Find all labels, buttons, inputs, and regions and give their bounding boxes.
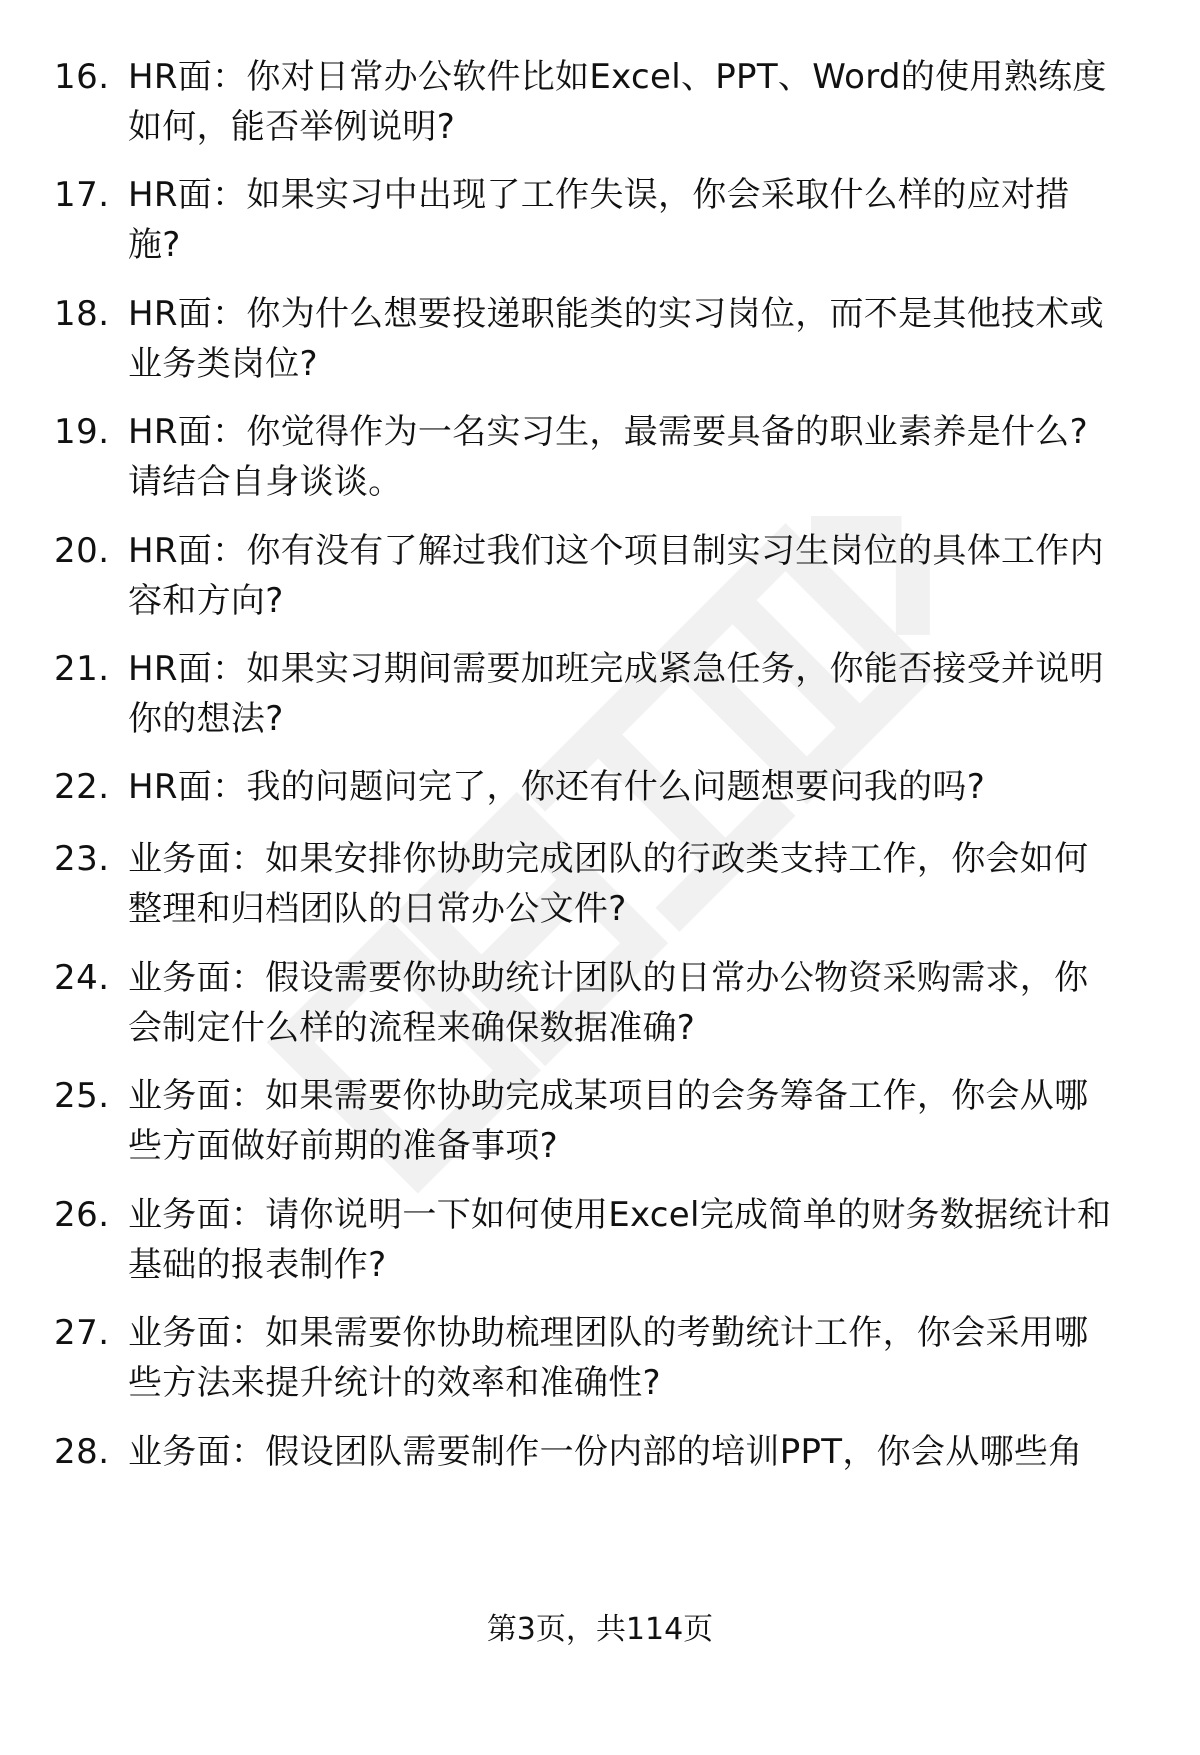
question-line: HR面：你觉得作为一名实习生，最需要具备的职业素养是什么? [128, 412, 1088, 452]
question-line: HR面：你为什么想要投递职能类的实习岗位，而不是其他技术或 [128, 294, 1104, 334]
question-line: 业务面：请你说明一下如何使用Excel完成简单的财务数据统计和 [128, 1195, 1112, 1235]
question-line: 业务面：如果需要你协助完成某项目的会务筹备工作，你会从哪 [128, 1076, 1089, 1116]
question-item [0, 1308, 1200, 1418]
question-item [0, 526, 1200, 636]
question-line: 业务面：如果需要你协助梳理团队的考勤统计工作，你会采用哪 [128, 1313, 1089, 1353]
question-item [0, 289, 1200, 399]
question-item [0, 1427, 1200, 1537]
question-line: 业务类岗位? [128, 344, 318, 384]
question-number: 27. [54, 1313, 110, 1353]
question-text [128, 762, 1158, 812]
question-number: 23. [54, 839, 110, 879]
question-item [0, 170, 1200, 280]
question-text [128, 407, 1158, 507]
question-item [0, 1190, 1200, 1300]
question-number: 19. [54, 412, 110, 452]
question-line: 些方法来提升统计的效率和准确性? [128, 1363, 661, 1403]
question-item [0, 1071, 1200, 1181]
question-number: 25. [54, 1076, 110, 1116]
page-footer: 第3页，共114页 [486, 1612, 714, 1647]
question-number: 18. [54, 294, 110, 334]
question-text [128, 289, 1158, 389]
question-line: 业务面：如果安排你协助完成团队的行政类支持工作，你会如何 [128, 839, 1089, 879]
question-number: 22. [54, 767, 110, 807]
question-line: 些方面做好前期的准备事项? [128, 1126, 558, 1166]
question-text [128, 1427, 1158, 1477]
question-line: HR面：你有没有了解过我们这个项目制实习生岗位的具体工作内 [128, 531, 1104, 571]
question-line: HR面：我的问题问完了，你还有什么问题想要问我的吗? [128, 767, 986, 807]
question-line: HR面：如果实习中出现了工作失误，你会采取什么样的应对措 [128, 175, 1070, 215]
question-line: HR面：你对日常办公软件比如Excel、PPT、Word的使用熟练度 [128, 57, 1107, 97]
question-item [0, 953, 1200, 1063]
question-line: 容和方向? [128, 581, 284, 621]
question-text [128, 52, 1158, 152]
question-item [0, 407, 1200, 517]
question-line: 会制定什么样的流程来确保数据准确? [128, 1008, 696, 1048]
question-text [128, 526, 1158, 626]
question-text [128, 953, 1158, 1053]
question-text [128, 1308, 1158, 1408]
question-text [128, 1190, 1158, 1290]
question-number: 21. [54, 649, 110, 689]
question-number: 26. [54, 1195, 110, 1235]
question-line: 整理和归档团队的日常办公文件? [128, 889, 627, 929]
question-number: 17. [54, 175, 110, 215]
question-number: 24. [54, 958, 110, 998]
question-line: 请结合自身谈谈。 [128, 462, 403, 502]
question-line: HR面：如果实习期间需要加班完成紧急任务，你能否接受并说明 [128, 649, 1104, 689]
question-line: 你的想法? [128, 699, 284, 739]
question-text [128, 834, 1158, 934]
question-text [128, 644, 1158, 744]
question-line: 业务面：假设团队需要制作一份内部的培训PPT，你会从哪些角 [128, 1432, 1083, 1472]
question-number: 20. [54, 531, 110, 571]
question-text [128, 1071, 1158, 1171]
question-line: 业务面：假设需要你协助统计团队的日常办公物资采购需求，你 [128, 958, 1089, 998]
question-line: 基础的报表制作? [128, 1245, 387, 1285]
question-line: 施? [128, 225, 181, 265]
question-number: 28. [54, 1432, 110, 1472]
question-number: 16. [54, 57, 110, 97]
question-item [0, 52, 1200, 162]
question-item [0, 644, 1200, 754]
question-item [0, 834, 1200, 944]
question-text [128, 170, 1158, 270]
question-line: 如何，能否举例说明? [128, 107, 456, 147]
